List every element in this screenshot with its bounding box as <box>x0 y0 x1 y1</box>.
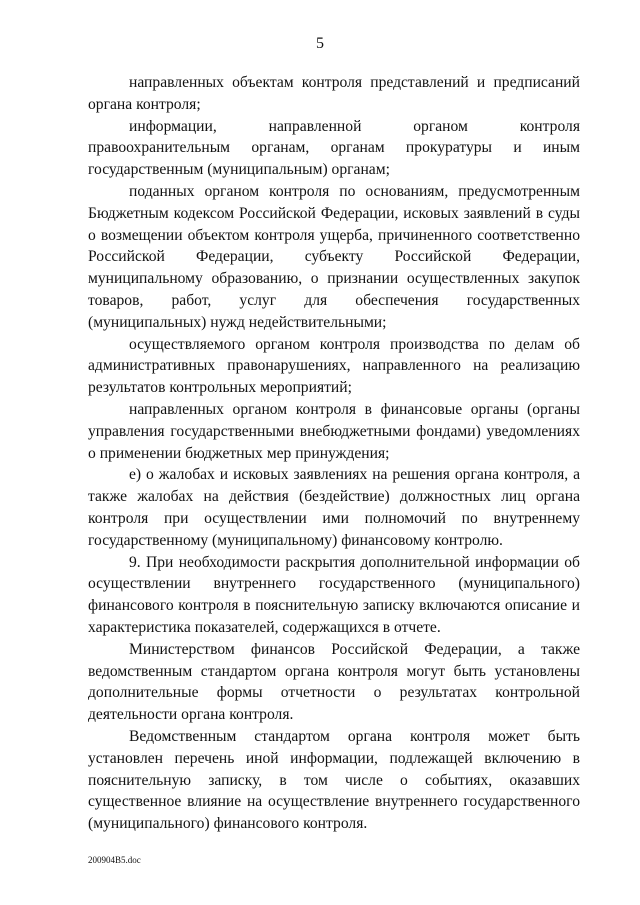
paragraph-5: направленных органом контроля в финансовые органы (органы управления государственными внебюджетными фондами) уведомлениях о применении бюджетных мер принуждения; <box>88 400 580 462</box>
document-body <box>88 72 580 835</box>
paragraph-7: 9. При необходимости раскрытия дополнительной информации об осуществлении внутреннего государственного (муниципального) финансового контроля в пояснительную записку включаются описание и характеристика показателей, содержащихся в отчете. <box>88 553 580 636</box>
paragraph-2: информации, направленной органом контроля правоохранительным органам, органам прокуратуры и иным государственным (муниципальным) органам; <box>88 117 580 179</box>
paragraph-9: Ведомственным стандартом органа контроля может быть установлен перечень иной информации, подлежащей включению в пояснительную записку, в том числе о событиях, оказавших существенное влияние на осуществление внутреннего государственного (муниципального) финансового контроля. <box>88 727 580 833</box>
paragraph-4: осуществляемого органом контроля производства по делам об административных правонарушениях, направленного на реализацию результатов контрольных мероприятий; <box>88 335 580 397</box>
paragraph-3: поданных органом контроля по основаниям, предусмотренным Бюджетным кодексом Российской Федерации, исковых заявлений в суды о возмещении объектом контроля ущерба, причиненного соответственно Российской Федерации, субъекту Российской Федерации, муниципальному образованию, о признании осуществленных закупок товаров, работ, услуг для обеспечения государственных (муниципальных) нужд недействительными; <box>88 182 580 331</box>
paragraph-8: Министерством финансов Российской Федерации, а также ведомственным стандартом органа контроля могут быть установлены дополнительные формы отчетности о результатах контрольной деятельности органа контроля. <box>88 640 580 724</box>
paragraph-6: е) о жалобах и исковых заявлениях на решения органа контроля, а также жалобах на действия (бездействие) должностных лиц органа контроля при осуществлении ими полномочий по внутреннему государственному (муниципальному) финансовому контролю. <box>88 466 580 549</box>
footer-file-code: 200904B5.doc <box>88 855 141 865</box>
paragraph-1: направленных объектам контроля представлений и предписаний органа контроля; <box>88 74 580 113</box>
page-number: 5 <box>316 35 324 52</box>
